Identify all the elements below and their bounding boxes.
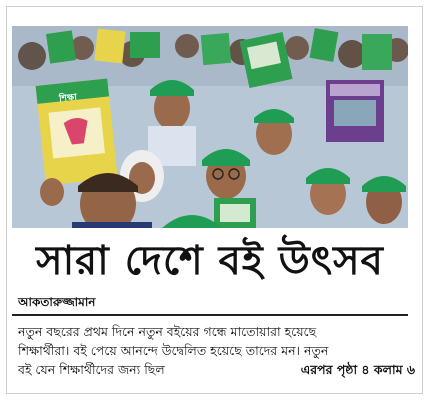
divider-rule — [12, 314, 408, 316]
photo-illustration — [12, 26, 408, 228]
continuation-reference[interactable]: এরপর পৃষ্ঠা ৪ কলাম ৬ — [300, 362, 415, 377]
body-line: নতুন বছরের প্রথম দিনে নতুন বইয়ের গন্ধে মাতোয়ারা হয়েছে — [18, 324, 317, 339]
body-line: বই যেন শিক্ষার্থীদের জন্য ছিল — [18, 362, 165, 377]
headline: সারা দেশে বই উৎসব — [36, 238, 384, 284]
byline: আকতারুজ্জামান — [18, 294, 95, 316]
news-photo-students-with-books — [12, 26, 408, 228]
body-line: শিক্ষার্থীরা। বই পেয়ে আনন্দে উদ্বেলিত হয়েছে তাদের মন। নতুন — [18, 343, 329, 358]
book-cover-text: শিক্ষা — [58, 92, 78, 105]
